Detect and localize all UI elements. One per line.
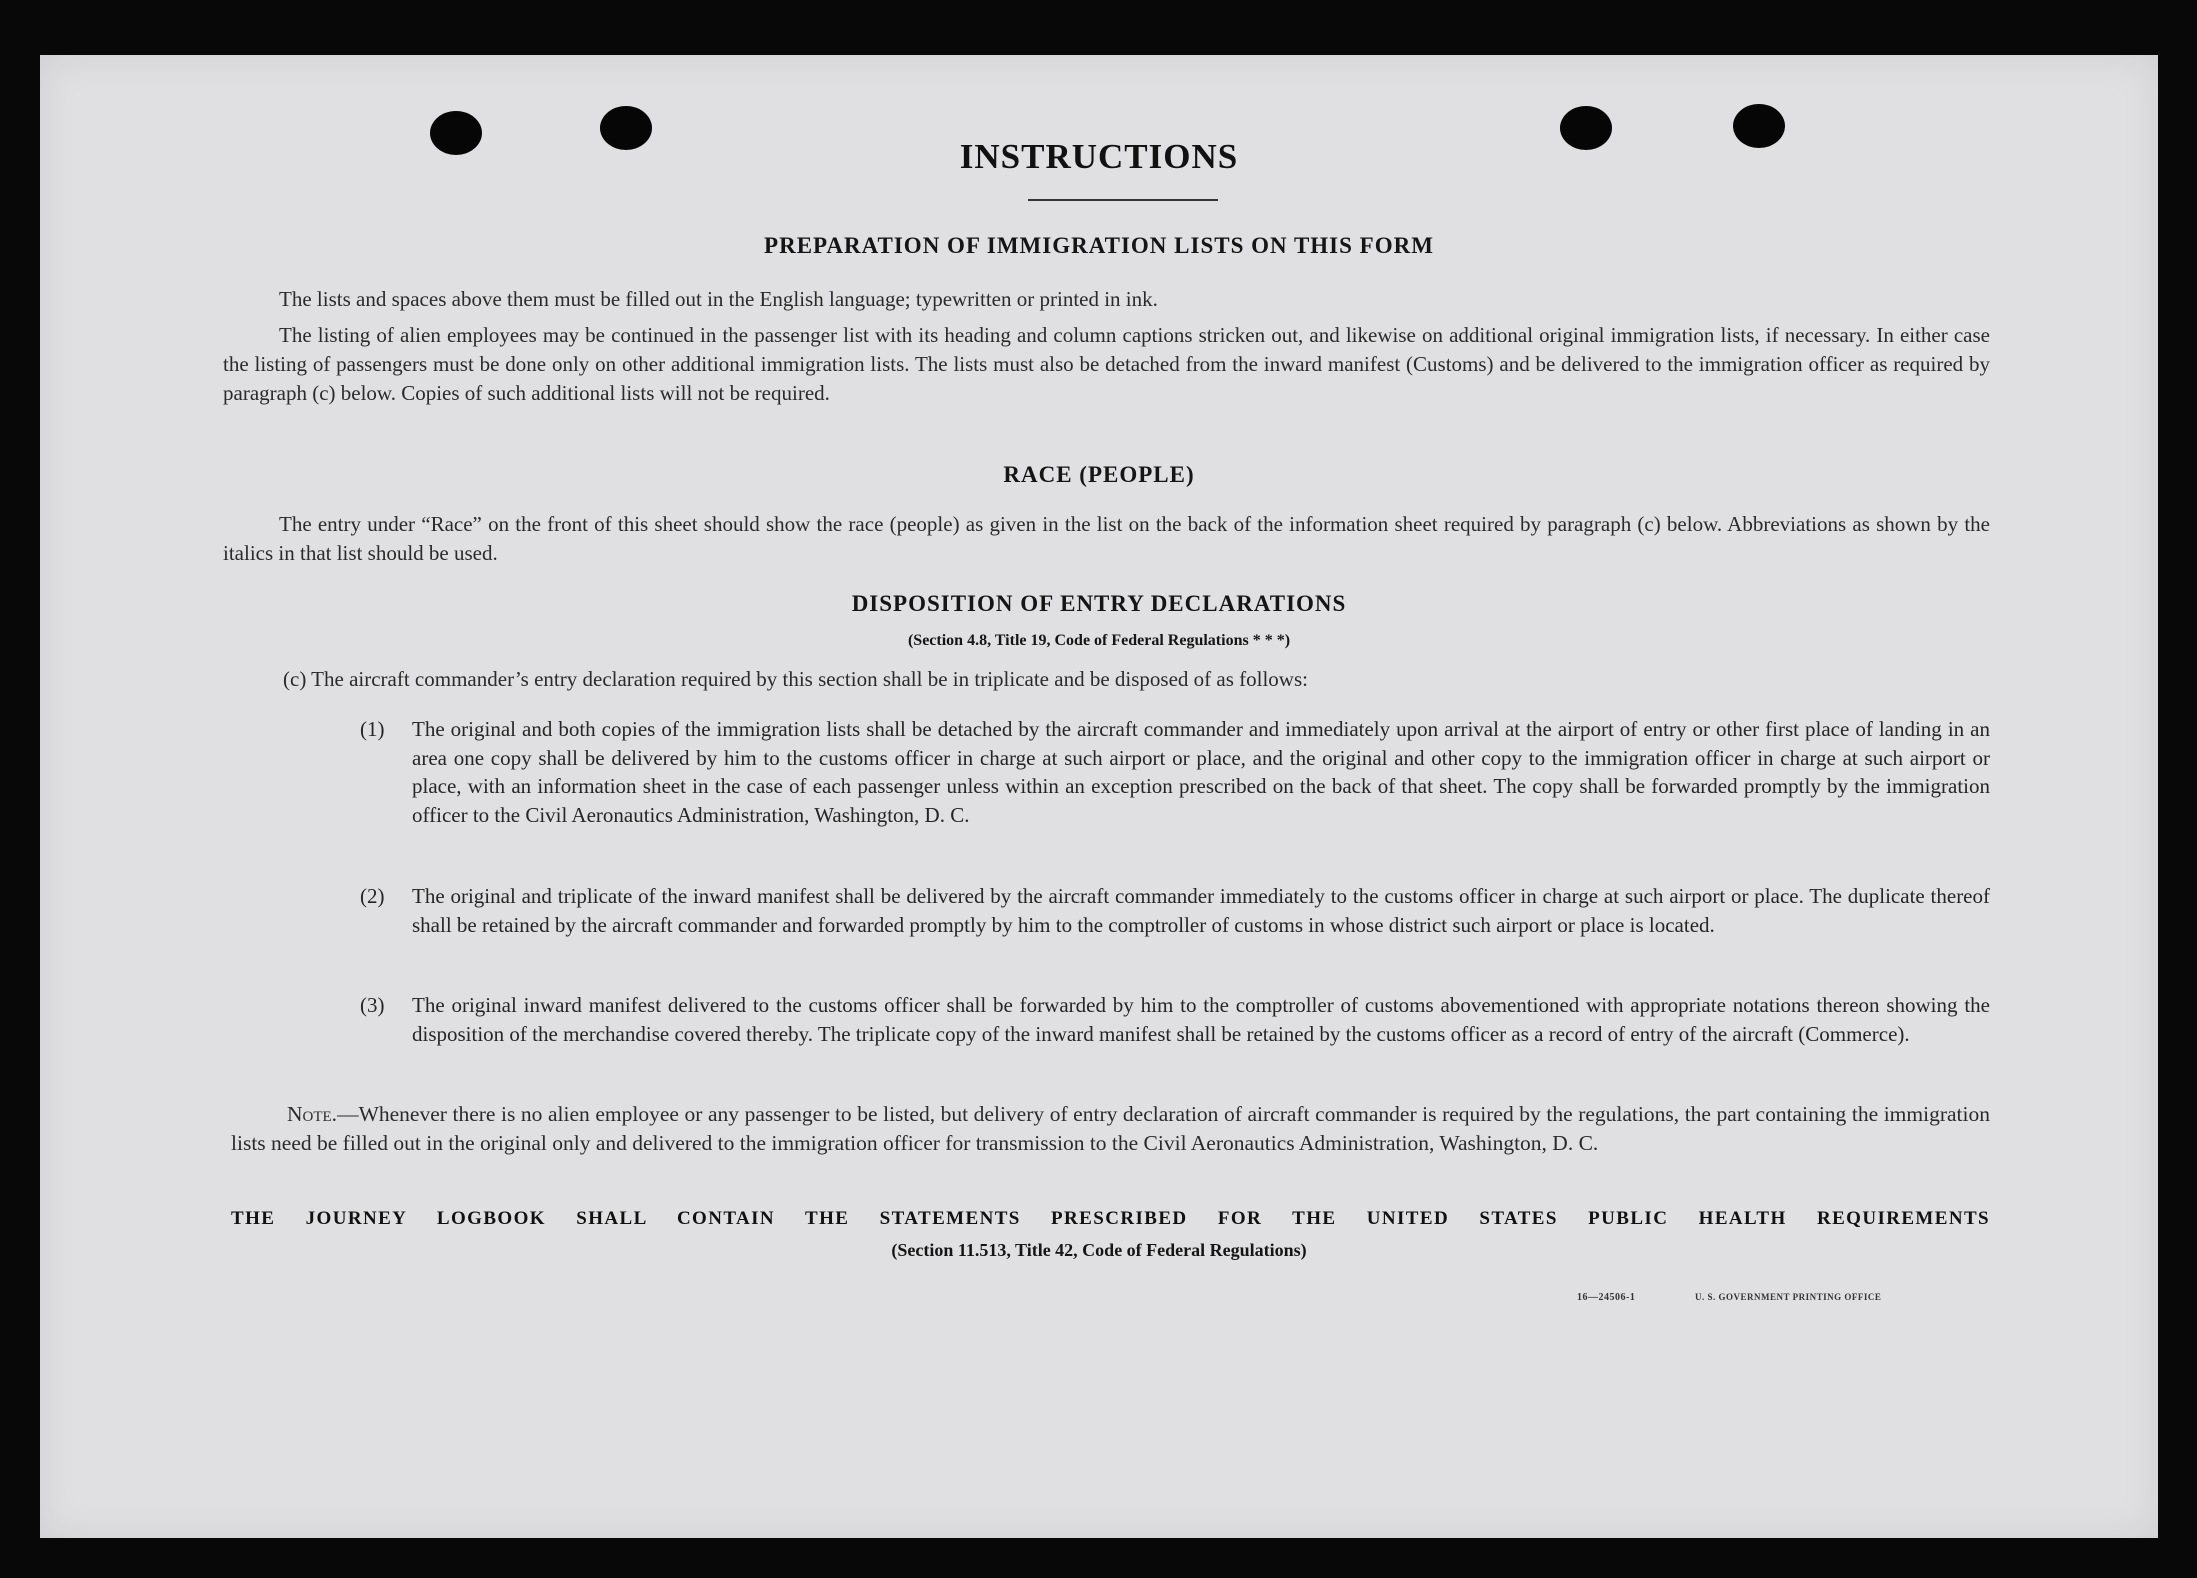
preparation-paragraph-1: The lists and spaces above them must be filled out in the English language; typewritten or printed in ink. [279, 287, 1158, 311]
item-number: (1) [360, 717, 385, 741]
disposition-item-3 [360, 991, 1990, 1048]
page-title: INSTRUCTIONS [959, 137, 1239, 176]
disposition-item-2 [360, 882, 1990, 939]
disposition-citation: (Section 4.8, Title 19, Code of Federal Regulations * * *) [907, 632, 1291, 649]
item-text: The original inward manifest delivered to the customs officer shall be forwarded by him to the comptroller of customs abovementioned with appropriate notations thereon showing the disposition of the merchandise covered thereby. The triplicate copy of the inward manifest shall be retained by the customs officer as a record of entry of the aircraft (Commerce). [412, 993, 1990, 1046]
disposition-intro: (c) The aircraft commander’s entry declaration required by this section shall be in triplicate and be disposed of as follows: [283, 667, 1308, 691]
item-text: The original and both copies of the immigration lists shall be detached by the aircraft commander and immediately upon arrival at the airport of entry or other first place of landing in an area one copy shall be delivered by him to the customs officer in charge at such airport or place, and the original and other copy to the immigration officer in charge at such airport or place, with an information sheet in the case of each passenger unless within an exception prescribed on the back of that sheet. The copy shall be forwarded promptly by the immigration officer to the Civil Aeronautics Administration, Washington, D. C. [412, 717, 1990, 827]
race-heading: RACE (PEOPLE) [1003, 462, 1195, 487]
note-label: Note. [287, 1102, 338, 1126]
note-paragraph [231, 1100, 1990, 1158]
title-underline [1028, 199, 1218, 201]
disposition-heading: DISPOSITION OF ENTRY DECLARATIONS [851, 591, 1347, 616]
form-number: 16—24506-1 [1577, 1292, 1636, 1303]
logbook-citation: (Section 11.513, Title 42, Code of Federal Regulations) [891, 1240, 1307, 1260]
preparation-heading: PREPARATION OF IMMIGRATION LISTS ON THIS FORM [764, 233, 1434, 258]
item-number: (2) [360, 884, 385, 908]
race-paragraph: The entry under “Race” on the front of this sheet should show the race (people) as given in the list on the back of the information sheet required by paragraph (c) below. Abbreviations as shown by the italics in that list should be used. [223, 512, 1990, 565]
logbook-statement: THE JOURNEY LOGBOOK SHALL CONTAIN THE STATEMENTS PRESCRIBED FOR THE UNITED STATES PUBLIC HEALTH REQUIREMENTS [231, 1208, 1990, 1229]
item-text: The original and triplicate of the inward manifest shall be delivered by the aircraft commander immediately to the customs officer in charge at such airport or place. The duplicate thereof shall be retained by the aircraft commander and forwarded promptly by him to the comptroller of customs in whose district such airport or place is located. [412, 884, 1990, 937]
printer-imprint: U. S. GOVERNMENT PRINTING OFFICE [1695, 1292, 1882, 1302]
item-number: (3) [360, 993, 385, 1017]
document-sheet [40, 55, 2158, 1538]
note-text: —Whenever there is no alien employee or any passenger to be listed, but delivery of entry declaration of aircraft commander is required by the regulations, the part containing the immigration lists need be filled out in the original only and delivered to the immigration officer for transmission to the Civil Aeronautics Administration, Washington, D. C. [231, 1102, 1990, 1155]
preparation-paragraph-2: The listing of alien employees may be continued in the passenger list with its heading and column captions stricken out, and likewise on additional original immigration lists, if necessary. In either case the listing of passengers must be done only on other additional immigration lists. The lists must also be detached from the inward manifest (Customs) and be delivered to the immigration officer as required by paragraph (c) below. Copies of such additional lists will not be required. [223, 323, 1990, 405]
disposition-item-1 [360, 715, 1990, 829]
